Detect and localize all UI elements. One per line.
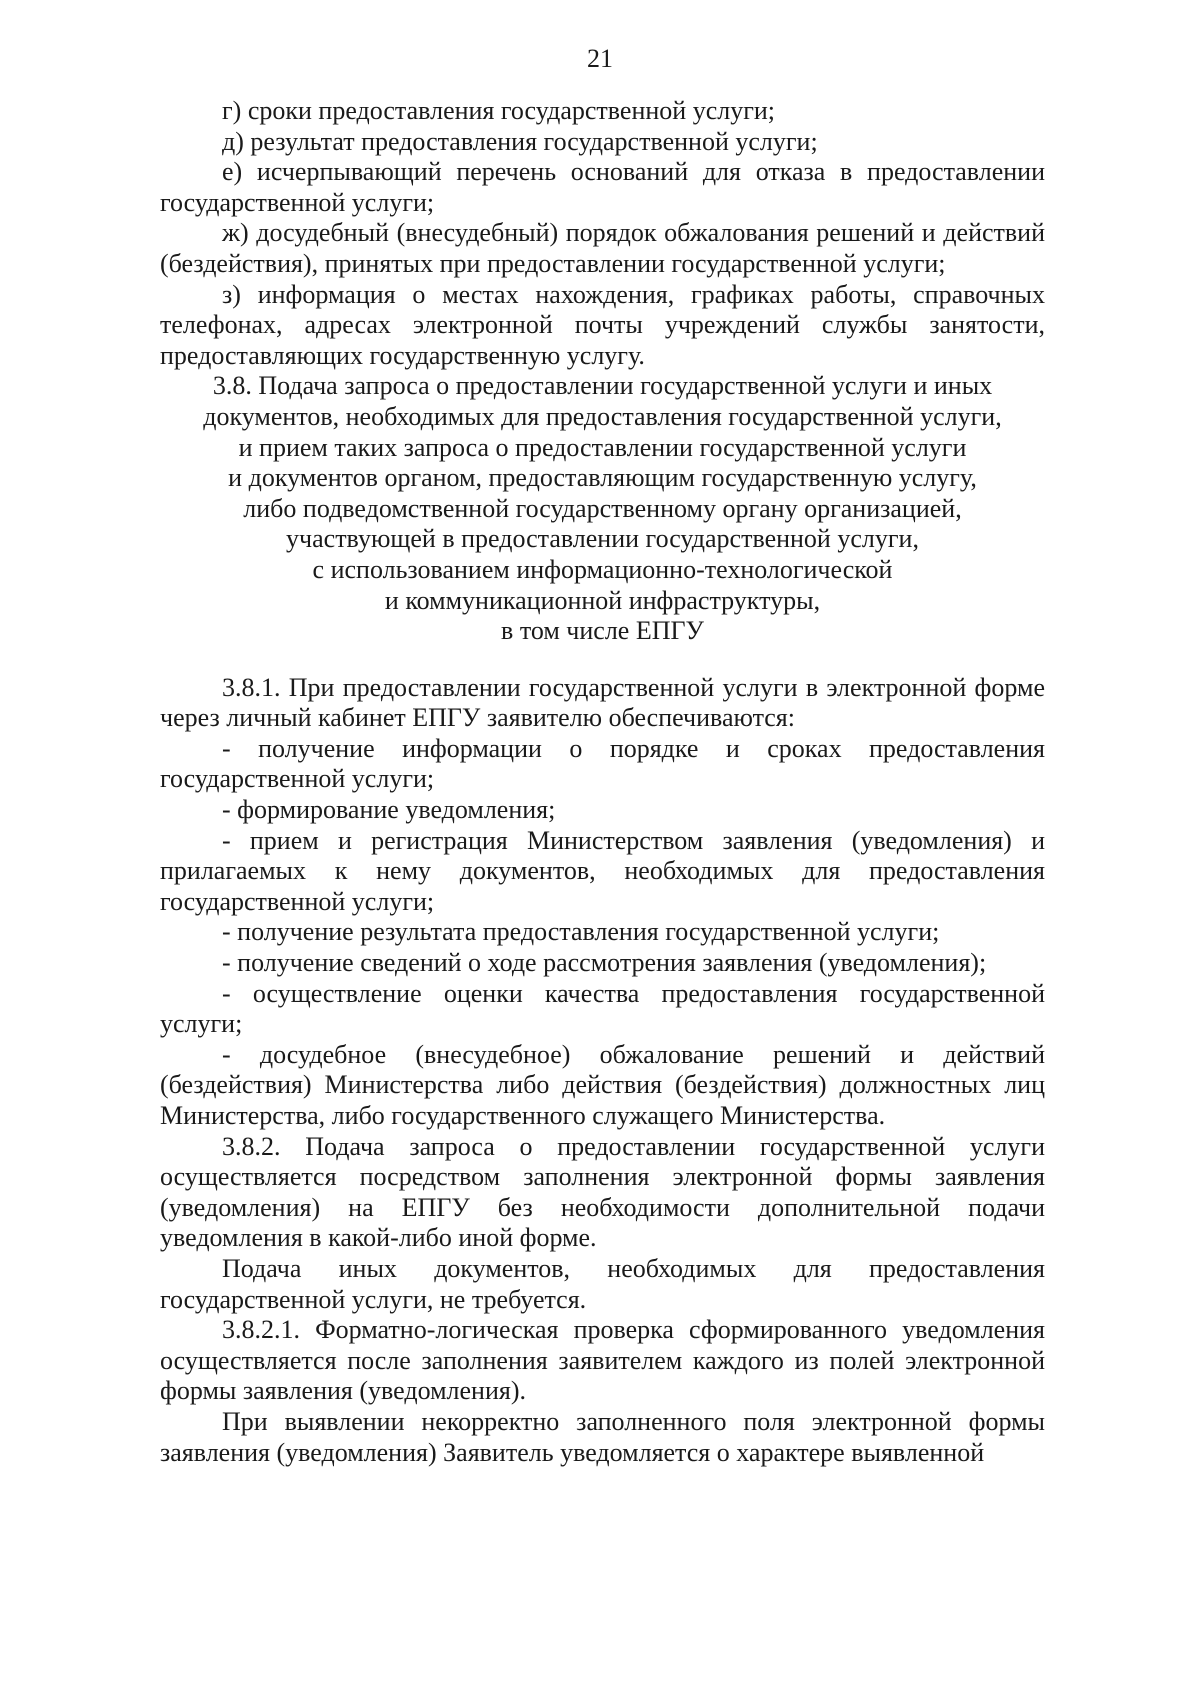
heading-line: либо подведомственной государственному органу организацией, [243, 493, 962, 523]
list-item: - получение сведений о ходе рассмотрения заявления (уведомления); [222, 948, 987, 978]
heading-line: документов, необходимых для предоставления государственной услуги, [203, 401, 1002, 431]
paragraph: 3.8.2.1. Форматно-логическая проверка сформированного уведомления осуществляется после заполнения заявителем каждого из полей электронной формы заявления (уведомления). [160, 1315, 1045, 1406]
paragraph: ж) досудебный (внесудебный) порядок обжалования решений и действий (бездействия), принятых при предоставлении государственной услуги; [160, 218, 1045, 278]
list-item: - досудебное (внесудебное) обжалование решений и действий (бездействия) Министерства либо действия (бездействия) должностных лиц Министерства, либо государственного служащего Министерства. [160, 1039, 1045, 1130]
list-item: - осуществление оценки качества предоставления государственной услуги; [160, 978, 1045, 1039]
heading-line: в том числе ЕПГУ [501, 616, 704, 646]
paragraph: д) результат предоставления государственной услуги; [222, 126, 818, 156]
list-item: - формирование уведомления; [222, 795, 556, 825]
heading-line: и прием таких запроса о предоставлении государственной услуги [238, 432, 967, 462]
paragraph: е) исчерпывающий перечень оснований для отказа в предоставлении государственной услуги; [160, 157, 1045, 217]
paragraph: Подача иных документов, необходимых для предоставления государственной услуги, не требуется. [160, 1253, 1045, 1314]
paragraph: 3.8.1. При предоставлении государственной услуги в электронной форме через личный кабинет ЕПГУ заявителю обеспечиваются: [160, 672, 1045, 733]
paragraph: При выявлении некорректно заполненного поля электронной формы заявления (уведомления) Заявитель уведомляется о характере выявленной [160, 1406, 1045, 1467]
heading-line: участвующей в предоставлении государственной услуги, [286, 524, 919, 554]
list-item: - получение результата предоставления государственной услуги; [222, 917, 940, 947]
page-number: 21 [587, 44, 613, 73]
heading-line: и документов органом, предоставляющим государственную услугу, [228, 463, 977, 493]
paragraph: г) сроки предоставления государственной услуги; [222, 96, 776, 125]
list-item: - получение информации о порядке и сроках предоставления государственной услуги; [160, 733, 1045, 794]
spacer [160, 647, 1045, 673]
heading-line: с использованием информационно-технологической [312, 554, 893, 584]
heading-line: 3.8. Подача запроса о предоставлении государственной услуги и иных [212, 371, 993, 401]
paragraph: 3.8.2. Подача запроса о предоставлении государственной услуги осуществляется посредством заполнения электронной формы заявления (уведомления) на ЕПГУ без необходимости дополнительной подачи уведомления в какой-либо иной форме. [160, 1131, 1045, 1253]
document-body [160, 96, 1045, 1468]
paragraph: з) информация о местах нахождения, графиках работы, справочных телефонах, адресах электронной почты учреждений службы занятости, предоставляющих государственную услугу. [160, 279, 1045, 370]
section-heading [160, 371, 1045, 646]
heading-line: и коммуникационной инфраструктуры, [384, 585, 821, 615]
list-item: - прием и регистрация Министерством заявления (уведомления) и прилагаемых к нему документов, необходимых для предоставления государственной услуги; [160, 825, 1045, 916]
